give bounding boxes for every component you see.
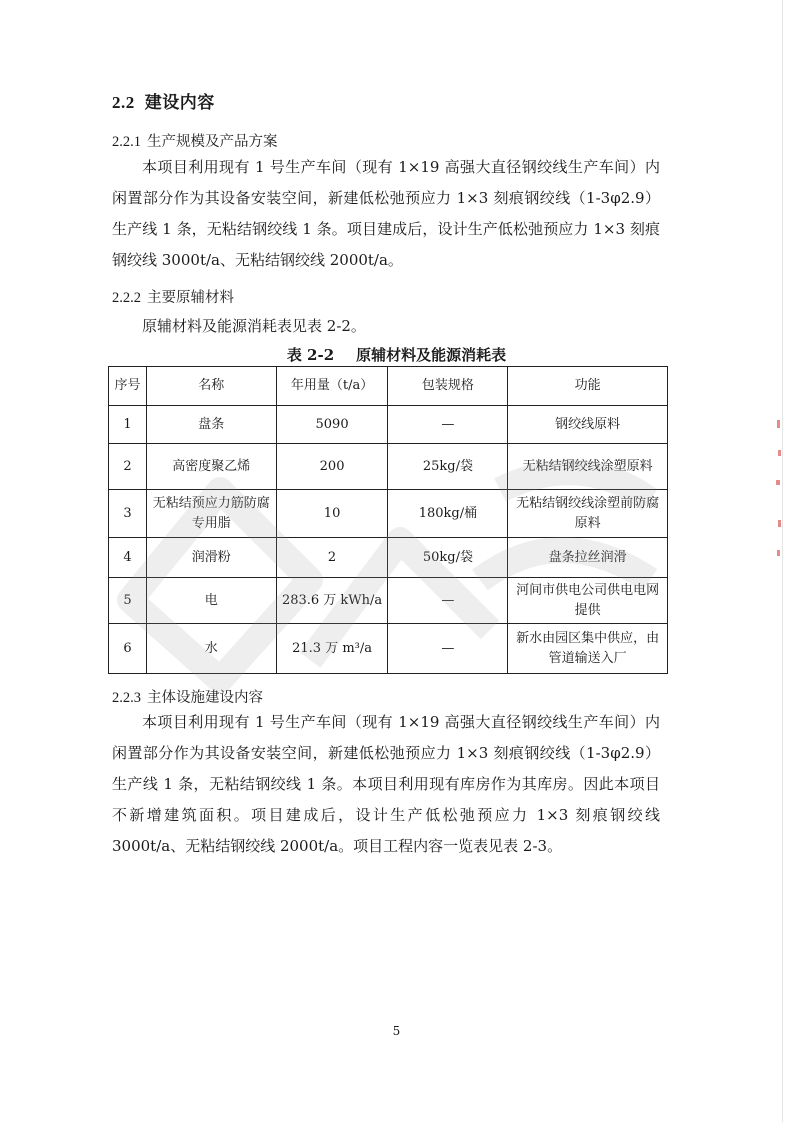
section-number: 2.2 bbox=[112, 93, 135, 112]
cell-func: 无粘结钢绞线涂塑原料 bbox=[508, 444, 668, 490]
header-amount: 年用量（t/a） bbox=[276, 367, 388, 406]
table-row bbox=[109, 406, 668, 444]
cell-no: 6 bbox=[109, 624, 147, 674]
section-heading bbox=[112, 88, 215, 113]
section-title: 建设内容 bbox=[144, 93, 215, 113]
cell-pack: — bbox=[388, 578, 508, 624]
subsection-number: 2.2.2 bbox=[112, 290, 141, 306]
subsection-heading-2 bbox=[112, 286, 234, 307]
cell-name: 润滑粉 bbox=[146, 538, 276, 578]
table-caption bbox=[0, 344, 793, 365]
cell-pack: 25kg/袋 bbox=[388, 444, 508, 490]
subsection-number: 2.2.3 bbox=[112, 690, 141, 706]
table-caption-number: 表 2-2 bbox=[286, 346, 335, 364]
cell-func: 盘条拉丝润滑 bbox=[508, 538, 668, 578]
subsection-heading-3 bbox=[112, 686, 263, 707]
cell-amount: 10 bbox=[276, 490, 388, 538]
cell-name: 盘条 bbox=[146, 406, 276, 444]
paragraph-production-scale: 本项目利用现有 1 号生产车间（现有 1×19 高强大直径钢绞线生产车间）内闲置部分作为其设备安装空间，新建低松弛预应力 1×3 刻痕钢绞线（1-3φ2.9）生产线 1 条，无粘结钢绞线 1 条。项目建成后，设计生产低松弛预应力 1×3 刻痕钢绞线 3000t/a、无粘结钢绞线 2000t/a。 bbox=[112, 158, 660, 269]
subsection-title: 生产规模及产品方案 bbox=[147, 134, 278, 150]
cell-no: 5 bbox=[109, 578, 147, 624]
subsection-number: 2.2.1 bbox=[112, 134, 141, 150]
cell-pack: — bbox=[388, 406, 508, 444]
cell-amount: 2 bbox=[276, 538, 388, 578]
table-row bbox=[109, 578, 668, 624]
cell-name: 无粘结预应力筋防腐专用脂 bbox=[146, 490, 276, 538]
table-caption-title: 原辅材料及能源消耗表 bbox=[356, 346, 507, 364]
materials-table bbox=[108, 366, 668, 674]
paragraph-main-facilities: 本项目利用现有 1 号生产车间（现有 1×19 高强大直径钢绞线生产车间）内闲置部分作为其设备安装空间，新建低松弛预应力 1×3 刻痕钢绞线（1-3φ2.9）生产线 1 条，无粘结钢绞线 1 条。本项目利用现有库房作为其库房。因此本项目不新增建筑面积。项目建成后，设计生产低松弛预应力 1×3 刻痕钢绞线 3000t/a、无粘结钢绞线 2000t/a。项目工程内容一览表见表 2-3。 bbox=[112, 713, 660, 855]
header-name: 名称 bbox=[146, 367, 276, 406]
stamp-edge-marks bbox=[773, 410, 785, 570]
table-row bbox=[109, 444, 668, 490]
cell-func: 河间市供电公司供电电网提供 bbox=[508, 578, 668, 624]
table-row bbox=[109, 538, 668, 578]
table-row bbox=[109, 624, 668, 674]
cell-name: 电 bbox=[146, 578, 276, 624]
cell-no: 2 bbox=[109, 444, 147, 490]
cell-amount: 21.3 万 m³/a bbox=[276, 624, 388, 674]
header-no: 序号 bbox=[109, 367, 147, 406]
cell-pack: — bbox=[388, 624, 508, 674]
subsection-title: 主体设施建设内容 bbox=[147, 690, 263, 706]
cell-func: 钢绞线原料 bbox=[508, 406, 668, 444]
subsection-title: 主要原辅材料 bbox=[147, 290, 234, 306]
cell-amount: 200 bbox=[276, 444, 388, 490]
cell-no: 1 bbox=[109, 406, 147, 444]
cell-no: 4 bbox=[109, 538, 147, 578]
paragraph-materials-ref: 原辅材料及能源消耗表见表 2-2。 bbox=[142, 317, 366, 335]
cell-name: 高密度聚乙烯 bbox=[146, 444, 276, 490]
table-row bbox=[109, 490, 668, 538]
cell-no: 3 bbox=[109, 490, 147, 538]
cell-pack: 180kg/桶 bbox=[388, 490, 508, 538]
cell-func: 新水由园区集中供应，由管道输送入厂 bbox=[508, 624, 668, 674]
cell-amount: 283.6 万 kWh/a bbox=[276, 578, 388, 624]
header-func: 功能 bbox=[508, 367, 668, 406]
cell-amount: 5090 bbox=[276, 406, 388, 444]
subsection-heading-1 bbox=[112, 130, 278, 151]
cell-func: 无粘结钢绞线涂塑前防腐原料 bbox=[508, 490, 668, 538]
cell-name: 水 bbox=[146, 624, 276, 674]
page-number: 5 bbox=[392, 1024, 401, 1038]
header-pack: 包装规格 bbox=[388, 367, 508, 406]
table-header-row bbox=[109, 367, 668, 406]
cell-pack: 50kg/袋 bbox=[388, 538, 508, 578]
